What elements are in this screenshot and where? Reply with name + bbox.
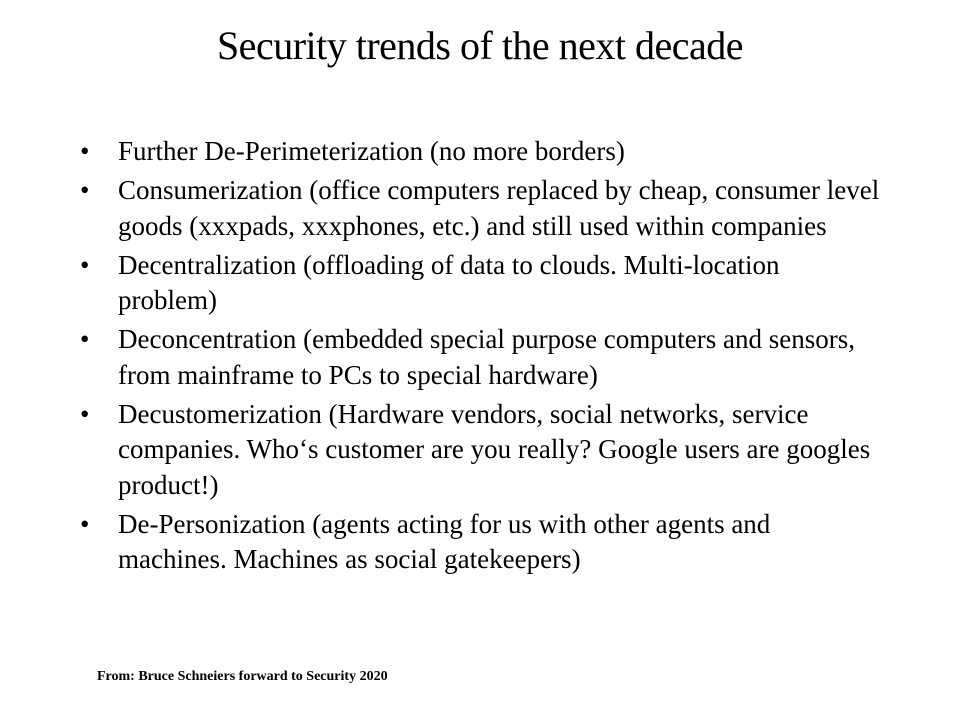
bullet-item xyxy=(80,322,880,393)
bullet-item xyxy=(80,248,880,319)
bullet-item xyxy=(80,507,880,578)
bullet-text: De-Personization (agents acting for us with other agents and machines. Machines as social gatekeepers) xyxy=(118,508,771,574)
bullet-dot-icon: • xyxy=(80,508,90,539)
bullet-text: Decentralization (offloading of data to clouds. Multi-location problem) xyxy=(118,249,780,315)
bullet-dot-icon: • xyxy=(80,324,90,354)
bullet-dot-icon: • xyxy=(80,175,90,205)
bullet-text: Deconcentration (embedded special purpose computers and sensors, from mainframe to PCs to special hardware) xyxy=(118,324,856,390)
bullet-dot-icon: • xyxy=(80,398,90,429)
bullet-item xyxy=(80,173,880,244)
bullet-item xyxy=(80,397,880,504)
bullet-list xyxy=(80,134,880,581)
bullet-text: Consumerization (office computers replaced by cheap, consumer level goods (xxxpads, xxxphones, etc.) and still used within companies xyxy=(118,175,880,241)
bullet-item xyxy=(80,134,880,170)
source-footer: From: Bruce Schneiers forward to Security 2020 xyxy=(97,669,388,684)
bullet-dot-icon: • xyxy=(80,136,90,166)
slide-title: Security trends of the next decade xyxy=(216,23,744,68)
bullet-text: Further De-Perimeterization (no more borders) xyxy=(118,136,625,166)
bullet-dot-icon: • xyxy=(80,249,90,280)
bullet-text: Decustomerization (Hardware vendors, social networks, service companies. Who‘s customer are you really? Google users are googles product!) xyxy=(118,398,871,500)
